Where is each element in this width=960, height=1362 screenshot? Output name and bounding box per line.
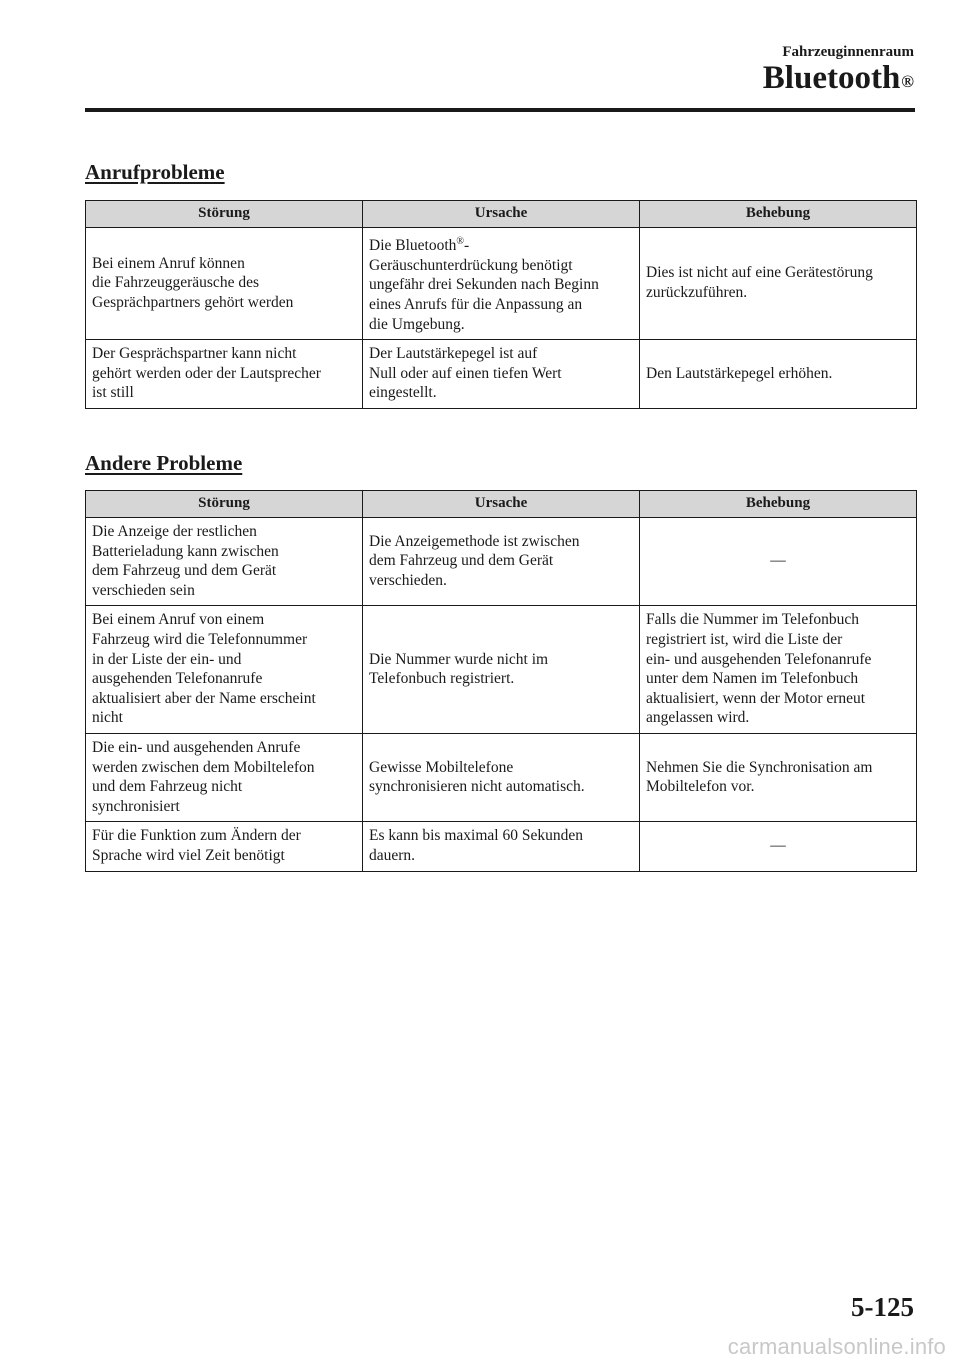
column-header-behebung: Behebung [640,201,917,228]
cell-stoerung: Für die Funktion zum Ändern der Sprache wird viel Zeit benötigt [86,822,363,871]
table-row [86,733,917,821]
section-heading-andere-probleme: Andere Probleme [85,451,243,475]
table-row [86,822,917,871]
page-number: 5-125 [851,1292,914,1322]
table-row [86,518,917,606]
watermark: carmanualsonline.info [727,1334,946,1359]
cell-behebung: — [640,518,917,606]
table-row [86,606,917,734]
registered-mark: ® [456,236,465,247]
column-header-ursache: Ursache [363,201,640,228]
table-andere-probleme [85,490,917,872]
column-header-stoerung: Störung [86,491,363,518]
table-header-row [86,201,917,228]
cell-stoerung: Die Anzeige der restlichen Batterieladung kann zwischen dem Fahrzeug und dem Gerät verschieden sein [86,518,363,606]
cell-ursache: Es kann bis maximal 60 Sekunden dauern. [363,822,640,871]
section-heading-anrufprobleme: Anrufprobleme [85,160,225,184]
column-header-stoerung: Störung [86,201,363,228]
table-row [86,340,917,409]
cell-stoerung: Der Gesprächspartner kann nicht gehört werden oder der Lautsprecher ist still [86,340,363,409]
column-header-ursache: Ursache [363,491,640,518]
running-header-title [763,58,914,98]
cell-ursache-text: Die Bluetooth [369,237,457,255]
header-rule [85,108,915,112]
table-header-row [86,491,917,518]
cell-behebung: Dies ist nicht auf eine Gerätestörung zurückzuführen. [640,228,917,340]
cell-ursache-text: - Geräuschunterdrückung benötigt ungefähr drei Sekunden nach Beginn eines Anrufs für die Anpassung an die Umgebung. [369,237,599,333]
cell-behebung: Falls die Nummer im Telefonbuch registriert ist, wird die Liste der ein- und ausgehenden Telefonanrufe unter dem Namen im Telefonbuch aktualisiert, wenn der Motor erneut angelassen wird. [640,606,917,734]
cell-ursache: Der Lautstärkepegel ist auf Null oder auf einen tiefen Wert eingestellt. [363,340,640,409]
cell-ursache: Gewisse Mobiltelefone synchronisieren nicht automatisch. [363,733,640,821]
cell-stoerung: Bei einem Anruf von einem Fahrzeug wird die Telefonnummer in der Liste der ein- und ausgehenden Telefonanrufe aktualisiert aber der Name erscheint nicht [86,606,363,734]
cell-stoerung: Die ein- und ausgehenden Anrufe werden zwischen dem Mobiltelefon und dem Fahrzeug nicht synchronisiert [86,733,363,821]
cell-ursache: Die Nummer wurde nicht im Telefonbuch registriert. [363,606,640,734]
cell-ursache: Die Anzeigemethode ist zwischen dem Fahrzeug und dem Gerät verschieden. [363,518,640,606]
registered-mark: ® [901,72,914,91]
cell-behebung: Den Lautstärkepegel erhöhen. [640,340,917,409]
cell-ursache [363,228,640,340]
cell-stoerung: Bei einem Anruf können die Fahrzeuggeräusche des Gesprächpartners gehört werden [86,228,363,340]
title-text: Bluetooth [762,60,901,96]
table-row [86,228,917,340]
cell-behebung: — [640,822,917,871]
cell-behebung: Nehmen Sie die Synchronisation am Mobiltelefon vor. [640,733,917,821]
column-header-behebung: Behebung [640,491,917,518]
table-anrufprobleme [85,200,917,409]
running-header-section: Fahrzeuginnenraum [782,44,914,60]
